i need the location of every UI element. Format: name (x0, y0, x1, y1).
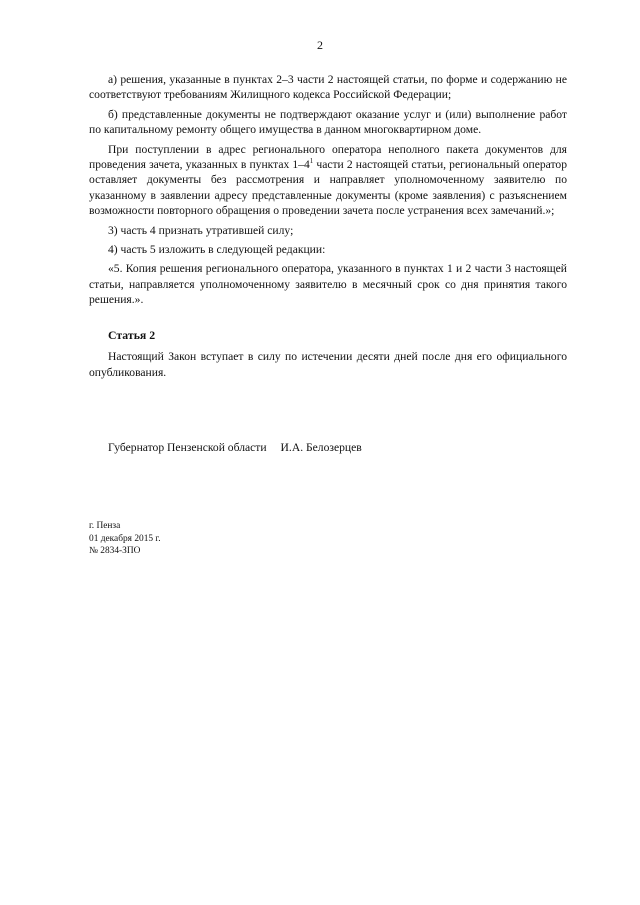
paragraph-item-4: 4) часть 5 изложить в следующей редакции: (108, 243, 326, 257)
article-2-heading: Статья 2 (108, 327, 156, 342)
paragraph-item-b: б) представленные документы не подтверждают оказание услуг и (или) выполнение работ по капитальному ремонту общего имущества в данном многоквартирном доме. (89, 107, 567, 137)
document-body (89, 72, 567, 384)
page-number: 2 (317, 38, 323, 52)
paragraph-incomplete-package (89, 142, 567, 219)
governor-name: И.А. Белозерцев (280, 441, 362, 454)
paragraph-new-part-5: «5. Копия решения регионального оператора, указанного в пунктах 1 и 2 части 3 настоящей статьи, направляется уполномоченному заявителю в месячный срок со дня принятия такого решения.». (89, 262, 567, 307)
paragraph-incomplete-package-end: части 2 настоящей статьи, региональный оператор оставляет документы без рассмотрения и направляет уполномоченному заявителю по указанному в заявлении адресу представленные документы (кроме заявления) с разъяснением возможности повторного обращения о проведении зачета после устранения всех замечаний.»; (89, 158, 567, 218)
article-2-text: Настоящий Закон вступает в силу по истечении десяти дней после дня его официального опубликования. (89, 350, 567, 379)
governor-title: Губернатор Пензенской области (108, 441, 267, 454)
paragraph-item-a: а) решения, указанные в пунктах 2–3 части 2 настоящей статьи, по форме и содержанию не соответствуют требованиям Жилищного кодекса Российской Федерации; (89, 73, 567, 102)
document-footer (89, 520, 161, 558)
paragraph-item-3: 3) часть 4 признать утратившей силу; (108, 223, 294, 237)
superscript-marker: 1 (309, 157, 314, 166)
footer-city: г. Пенза (89, 521, 121, 531)
paragraph-incomplete-package-start: При поступлении в адрес регионального оператора неполного пакета документов для проведения зачета, указанных в пунктах 1–4 (89, 142, 567, 172)
signature-block (108, 441, 362, 454)
footer-number: № 2834-ЗПО (89, 546, 141, 557)
footer-date: 01 декабря 2015 г. (89, 533, 161, 544)
